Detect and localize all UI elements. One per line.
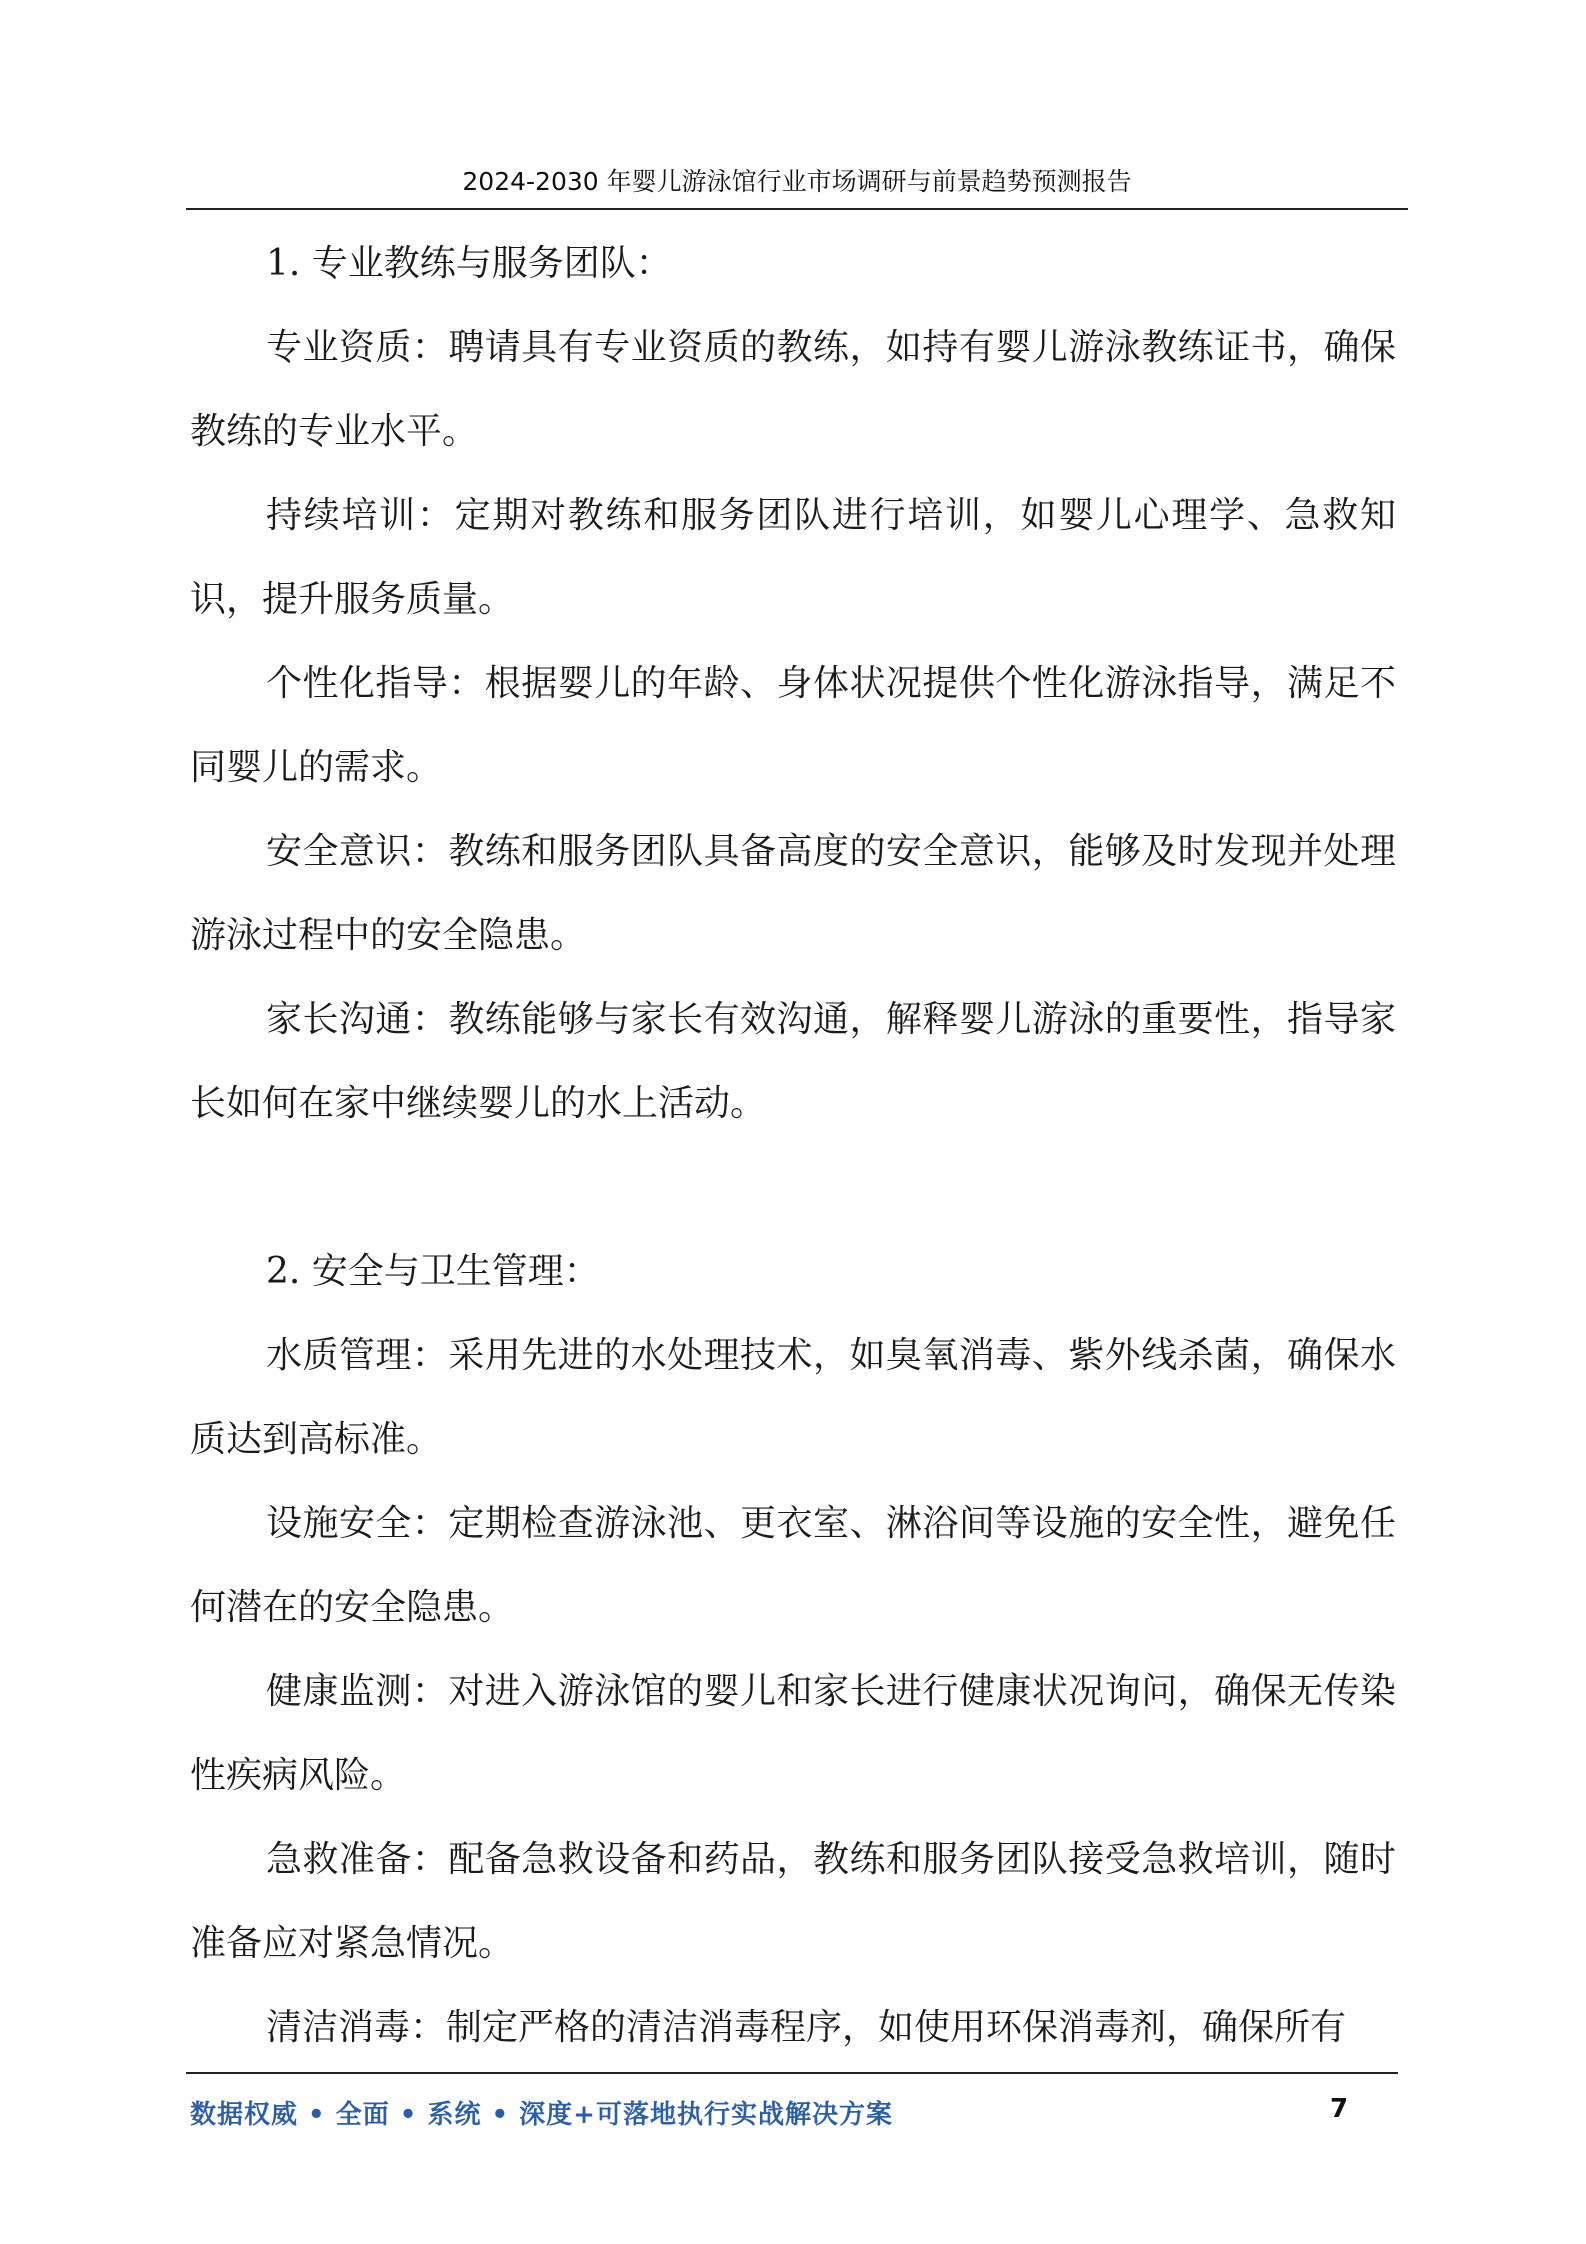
paragraph: 急救准备：配备急救设备和药品，教练和服务团队接受急救培训，随时准备应对紧急情况。 <box>190 1839 1396 1964</box>
paragraph: 安全意识：教练和服务团队具备高度的安全意识，能够及时发现并处理游泳过程中的安全隐患。 <box>190 831 1396 956</box>
footer-slogan: 数据权威 • 全面 • 系统 • 深度+可落地执行实战解决方案 <box>190 2100 893 2130</box>
page-number: 7 <box>1330 2094 1349 2124</box>
paragraph: 持续培训：定期对教练和服务团队进行培训，如婴儿心理学、急救知识，提升服务质量。 <box>190 495 1396 620</box>
paragraph: 水质管理：采用先进的水处理技术，如臭氧消毒、紫外线杀菌，确保水质达到高标准。 <box>190 1335 1396 1460</box>
document-body <box>190 222 1396 2070</box>
footer-divider <box>186 2072 1398 2074</box>
paragraph: 健康监测：对进入游泳馆的婴儿和家长进行健康状况询问，确保无传染性疾病风险。 <box>190 1671 1396 1796</box>
paragraph: 个性化指导：根据婴儿的年龄、身体状况提供个性化游泳指导，满足不同婴儿的需求。 <box>190 663 1396 788</box>
section-heading: 2. 安全与卫生管理： <box>266 1251 600 1292</box>
header-divider <box>186 208 1408 210</box>
paragraph: 设施安全：定期检查游泳池、更衣室、淋浴间等设施的安全性，避免任何潜在的安全隐患。 <box>190 1503 1396 1628</box>
section-heading: 1. 专业教练与服务团队： <box>266 243 672 284</box>
header-title: 2024-2030 年婴儿游泳馆行业市场调研与前景趋势预测报告 <box>462 167 1132 196</box>
paragraph: 家长沟通：教练能够与家长有效沟通，解释婴儿游泳的重要性，指导家长如何在家中继续婴儿的水上活动。 <box>190 999 1396 1124</box>
paragraph: 专业资质：聘请具有专业资质的教练，如持有婴儿游泳教练证书，确保教练的专业水平。 <box>190 327 1396 452</box>
paragraph: 清洁消毒：制定严格的清洁消毒程序，如使用环保消毒剂，确保所有 <box>266 2007 1347 2048</box>
section-spacer <box>190 1146 1396 1230</box>
